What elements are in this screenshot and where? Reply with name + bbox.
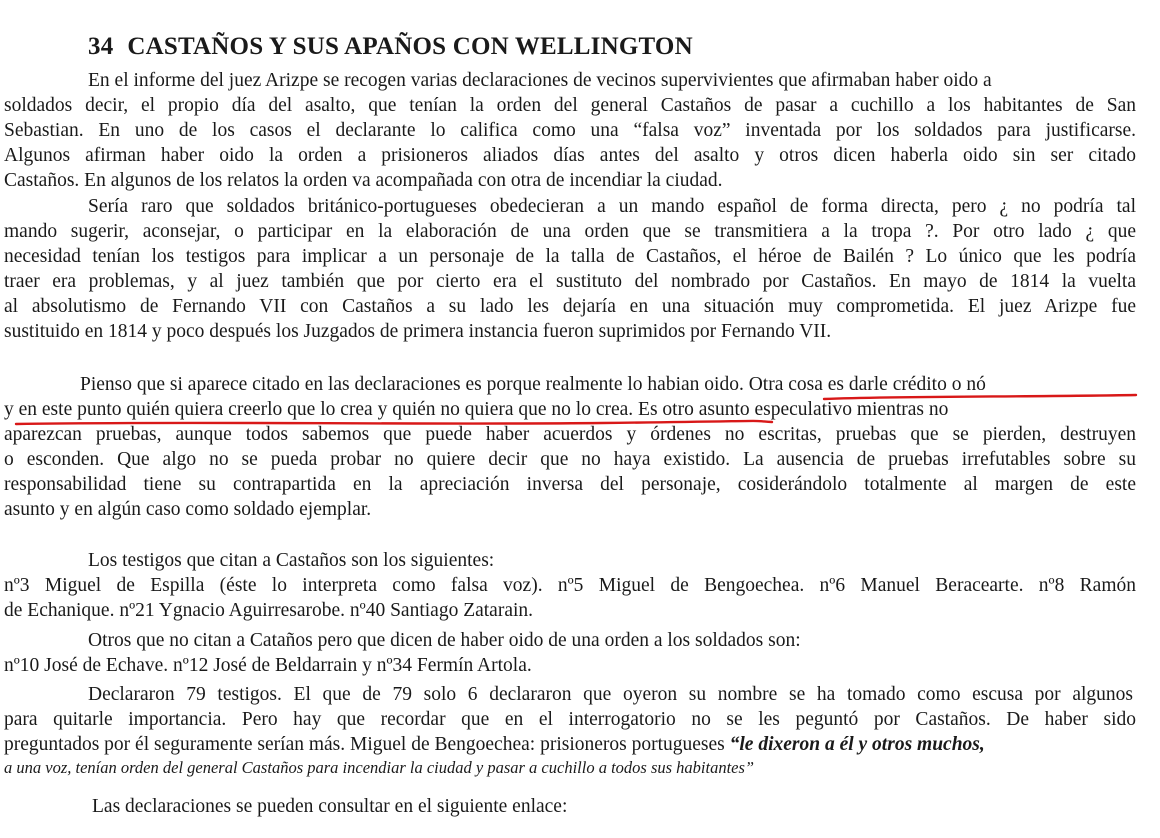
text-line: Declararon 79 testigos. El que de 79 solo 6 declararon que oyeron su nombre se ha tomado como escusa por algunos — [88, 684, 1133, 705]
text-line: Sebastian. En uno de los casos el declarante lo califica como una “falsa voz” inventada por los soldados para justificarse. — [4, 120, 1136, 141]
text-segment: . Es otro asunto especulativo mientras no — [628, 399, 949, 420]
paragraph-3 — [0, 372, 1160, 522]
text-line: responsabilidad tiene su contrapartida en la apreciación inversa del personaje, cosiderándolo totalmente al margen de este — [4, 474, 1136, 495]
witness-list-line: nº10 José de Echave. nº12 José de Beldarrain y nº34 Fermín Artola. — [4, 655, 532, 676]
witness-list-line: de Echanique. nº21 Ygnacio Aguirresarobe. nº40 Santiago Zatarain. — [4, 600, 534, 621]
text-line: Sería raro que soldados británico-portugueses obedecieran a un mando español de forma directa, pero ¿ no podría tal — [88, 196, 1136, 217]
section-title: CASTAÑOS Y SUS APAÑOS CON WELLINGTON — [127, 33, 693, 60]
text-line — [0, 732, 1160, 757]
witness-list-line: nº3 Miguel de Espilla (éste lo interpreta como falsa voz). nº5 Miguel de Bengoechea. nº6 Manuel Beracearte. nº8 Ramón — [4, 575, 1136, 596]
text-line: Las declaraciones se pueden consultar en el siguiente enlace: — [92, 796, 568, 817]
paragraph-6 — [0, 682, 1160, 779]
text-line: Los testigos que citan a Castaños son los siguientes: — [88, 550, 495, 571]
text-line: En el informe del juez Arizpe se recogen varias declaraciones de vecinos supervivientes que afirmaban haber oido a — [88, 70, 992, 91]
paragraph-5 — [0, 628, 1160, 678]
paragraph-7 — [0, 794, 1160, 819]
paragraph-1 — [0, 68, 1160, 193]
text-line: sustituido en 1814 y poco después los Juzgados de primera instancia fueron suprimidos por Fernando VII. — [4, 321, 832, 342]
quote-italic: a una voz, tenían orden del general Castaños para incendiar la ciudad y pasar a cuchillo a todos sus habitantes” — [4, 758, 755, 777]
section-number: 34 — [88, 33, 114, 60]
paragraph-2 — [0, 194, 1160, 344]
underlined-passage-part-2: y en este punto quién quiera creerlo que lo crea y quién no quiera que no lo crea — [4, 399, 629, 420]
text-line: mando sugerir, aconsejar, o participar en la elaboración de una orden que se transmitiera a la tropa ?. Por otro lado ¿ que — [4, 221, 1136, 242]
text-line: traer era problemas, y al juez también que por cierto era el sustituto del nombrado por Castaños. En mayo de 1814 la vuelta — [4, 271, 1136, 292]
text-line: Otros que no citan a Cataños pero que dicen de haber oido de una orden a los soldados son: — [88, 630, 801, 651]
underlined-passage-part-1: Otra cosa es darle crédito o nó — [748, 374, 986, 395]
section-heading — [88, 33, 693, 61]
text-line: al absolutismo de Fernando VII con Castaños a su lado les dejaría en una situación muy comprometida. El juez Arizpe fue — [4, 296, 1136, 317]
text-line: soldados decir, el propio día del asalto, que tenían la orden del general Castaños de pasar a cuchillo a los habitantes de San — [4, 95, 1136, 116]
text-line: Castaños. En algunos de los relatos la orden va acompañada con otra de incendiar la ciudad. — [4, 170, 723, 191]
text-line: asunto y en algún caso como soldado ejemplar. — [4, 499, 372, 520]
text-line — [0, 372, 1160, 397]
text-line: para quitarle importancia. Pero hay que recordar que en el interrogatorio no se les peguntó por Castaños. De haber sido — [4, 709, 1136, 730]
text-line — [0, 397, 1160, 422]
text-line: Algunos afirman haber oido la orden a prisioneros aliados días antes del asalto y otros dicen haberla oido sin ser citado — [4, 145, 1136, 166]
text-line: o esconden. Que algo no se pueda probar no quiere decir que no haya existido. La ausencia de pruebas irrefutables sobre su — [4, 449, 1136, 470]
text-line: necesidad tenían los testigos para implicar a un personaje de la talla de Castaños, el héroe de Bailén ? Lo único que les podría — [4, 246, 1136, 267]
text-segment: Pienso que si aparece citado en las declaraciones es porque realmente lo habian oido. — [80, 374, 749, 395]
text-line: aparezcan pruebas, aunque todos sabemos que puede haber acuerdos y órdenes no escritas, pruebas que se pierden, destruyen — [4, 424, 1136, 445]
text-segment: preguntados por él seguramente serían más. Miguel de Bengoechea: prisioneros portugueses — [4, 734, 730, 755]
quote-bold: “le dixeron a él y otros muchos, — [729, 734, 985, 755]
paragraph-4 — [0, 548, 1160, 623]
